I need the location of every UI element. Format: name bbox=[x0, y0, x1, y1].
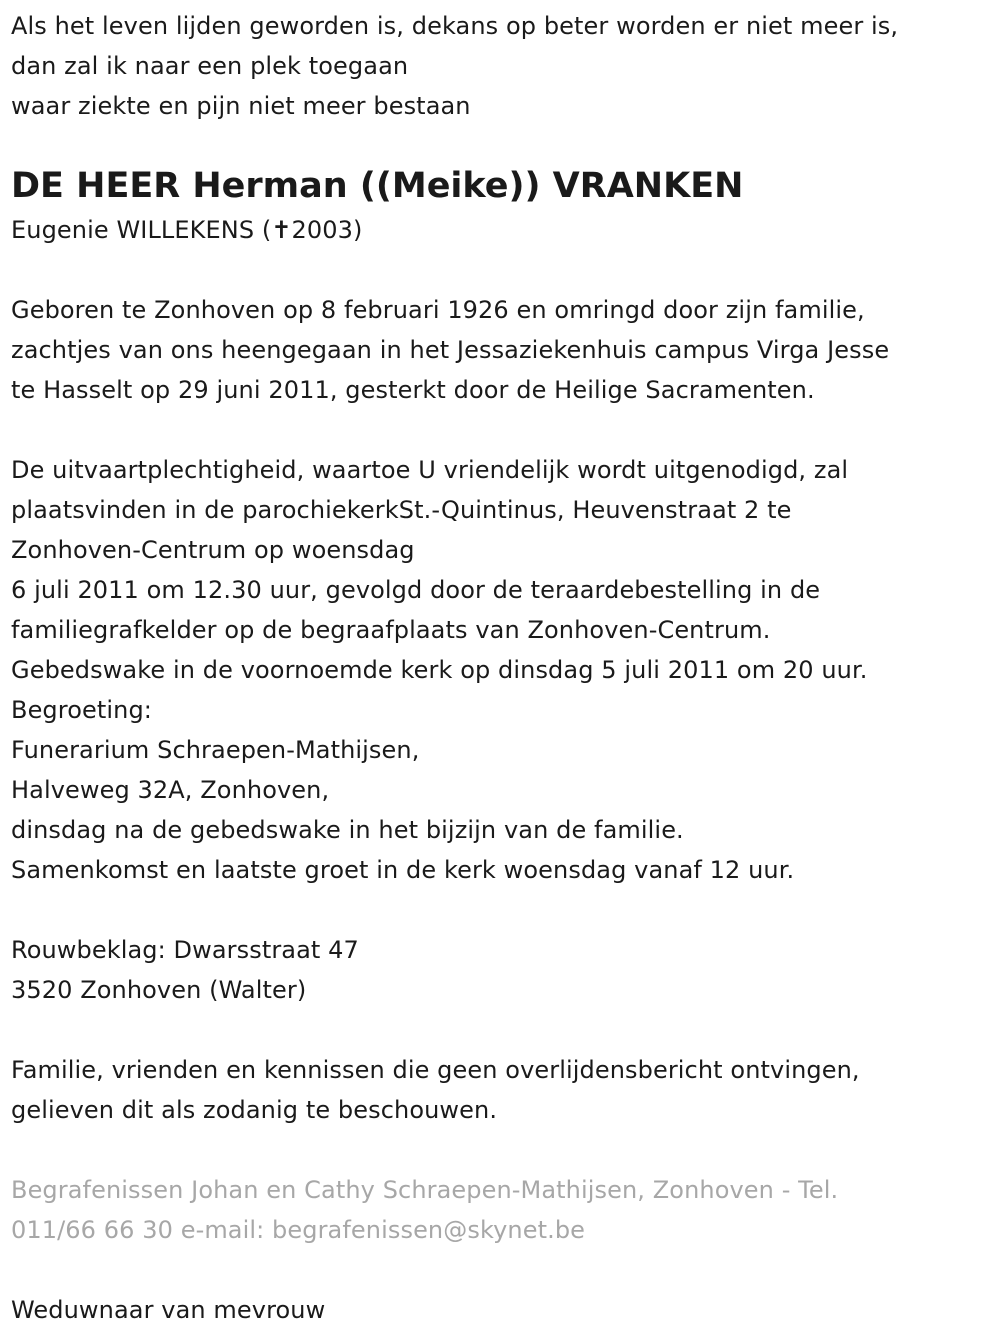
poem-block bbox=[11, 6, 991, 126]
undertaker-contact-block bbox=[11, 1170, 991, 1250]
birth-death-block bbox=[11, 290, 991, 410]
text-line: te Hasselt op 29 juni 2011, gesterkt door de Heilige Sacramenten. bbox=[11, 376, 815, 404]
poem-line: Als het leven lijden geworden is, dekans op beter worden er niet meer is, bbox=[11, 12, 899, 40]
spacer bbox=[11, 890, 991, 930]
text-line: Familie, vrienden en kennissen die geen overlijdensbericht ontvingen, bbox=[11, 1056, 860, 1084]
spacer bbox=[11, 250, 991, 290]
poem-line: dan zal ik naar een plek toegaan bbox=[11, 52, 409, 80]
obituary-document bbox=[11, 6, 991, 1330]
text-line: 6 juli 2011 om 12.30 uur, gevolgd door de teraardebestelling in de bbox=[11, 576, 821, 604]
funeral-details-block bbox=[11, 450, 991, 890]
text-line: familiegrafkelder op de begraafplaats van Zonhoven-Centrum. bbox=[11, 616, 771, 644]
text-line: plaatsvinden in de parochiekerkSt.-Quintinus, Heuvenstraat 2 te bbox=[11, 496, 792, 524]
spacer bbox=[11, 1010, 991, 1050]
text-line: gelieven dit als zodanig te beschouwen. bbox=[11, 1096, 498, 1124]
text-line: Funerarium Schraepen-Mathijsen, bbox=[11, 736, 420, 764]
deceased-name-title: DE HEER Herman ((Meike)) VRANKEN bbox=[11, 166, 744, 206]
footer-line: Weduwnaar van mevrouw bbox=[11, 1296, 326, 1324]
spacer bbox=[11, 1250, 991, 1290]
text-line: Rouwbeklag: Dwarsstraat 47 bbox=[11, 936, 359, 964]
text-line: 3520 Zonhoven (Walter) bbox=[11, 976, 307, 1004]
text-line: Samenkomst en laatste groet in de kerk woensdag vanaf 12 uur. bbox=[11, 856, 795, 884]
text-line: Zonhoven-Centrum op woensdag bbox=[11, 536, 415, 564]
text-line: De uitvaartplechtigheid, waartoe U vriendelijk wordt uitgenodigd, zal bbox=[11, 456, 849, 484]
spouse-line: Eugenie WILLEKENS (✝2003) bbox=[11, 216, 363, 244]
text-line: 011/66 66 30 e-mail: begrafenissen@skynet.be bbox=[11, 1216, 586, 1244]
text-line: dinsdag na de gebedswake in het bijzijn van de familie. bbox=[11, 816, 684, 844]
text-line: Halveweg 32A, Zonhoven, bbox=[11, 776, 330, 804]
notice-block bbox=[11, 1050, 991, 1130]
text-line: Geboren te Zonhoven op 8 februari 1926 en omringd door zijn familie, bbox=[11, 296, 865, 324]
text-line: zachtjes van ons heengegaan in het Jessaziekenhuis campus Virga Jesse bbox=[11, 336, 890, 364]
poem-line: waar ziekte en pijn niet meer bestaan bbox=[11, 92, 471, 120]
text-line: Begroeting: bbox=[11, 696, 152, 724]
text-line: Begrafenissen Johan en Cathy Schraepen-Mathijsen, Zonhoven - Tel. bbox=[11, 1176, 839, 1204]
text-line: Gebedswake in de voornoemde kerk op dinsdag 5 juli 2011 om 20 uur. bbox=[11, 656, 868, 684]
condolences-address-block bbox=[11, 930, 991, 1010]
spacer bbox=[11, 410, 991, 450]
spacer bbox=[11, 1130, 991, 1170]
